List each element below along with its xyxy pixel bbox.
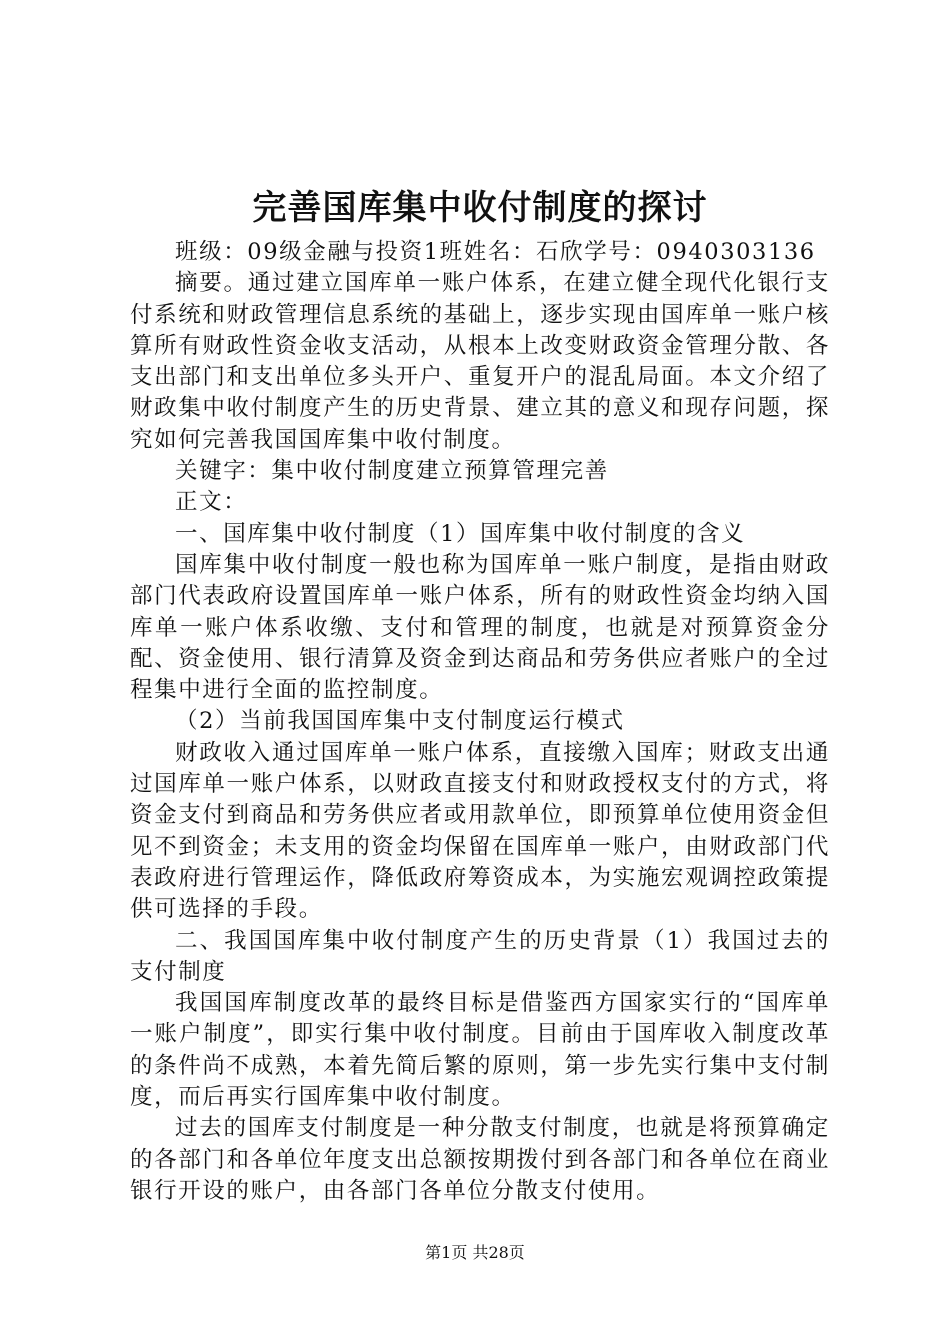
author-line: 班级：09级金融与投资1班姓名：石欣学号：0940303136 [175,239,816,265]
section-heading-1: 一、国库集中收付制度（1）国库集中收付制度的含义 [175,520,746,547]
body-paragraph: 我国国库制度改革的最终目标是借鉴西方国家实行的“国库单一账户制度”，即实行集中收付制度。目前由于国库收入制度改革的条件尚不成熟，本着先简后繁的原则，第一步先实行集中支付制度，而后再实行国库集中收付制度。 [130,990,830,1111]
keywords-line: 关键字：集中收付制度建立预算管理完善 [175,458,609,485]
abstract-paragraph: 摘要。通过建立国库单一账户体系，在建立健全现代化银行支付系统和财政管理信息系统的基础上，逐步实现由国库单一账户核算所有财政性资金收支活动，从根本上改变财政资金管理分散、各支出部门和支出单位多头开户、重复开户的混乱局面。本文介绍了财政集中收付制度产生的历史背景、建立其的意义和现存问题，探究如何完善我国国库集中收付制度。 [130,270,830,453]
body-heading: 正文： [175,489,248,516]
subsection-heading-2: （2）当前我国国库集中支付制度运行模式 [175,708,625,735]
body-paragraph: 国库集中收付制度一般也称为国库单一账户制度，是指由财政部门代表政府设置国库单一账户体系，所有的财政性资金均纳入国库单一账户体系收缴、支付和管理的制度，也就是对预算资金分配、资金使用、银行清算及资金到达商品和劳务供应者账户的全过程集中进行全面的监控制度。 [130,551,830,704]
document-body [130,237,830,1207]
body-paragraph: 财政收入通过国库单一账户体系，直接缴入国库；财政支出通过国库单一账户体系，以财政直接支付和财政授权支付的方式，将资金支付到商品和劳务供应者或用款单位，即预算单位使用资金但见不到资金；未支用的资金均保留在国库单一账户，由财政部门代表政府进行管理运作，降低政府筹资成本，为实施宏观调控政策提供可选择的手段。 [130,739,830,923]
page-footer: 第1页 共28页 [425,1243,525,1262]
body-paragraph: 过去的国库支付制度是一种分散支付制度，也就是将预算确定的各部门和各单位年度支出总额按期拨付到各部门和各单位在商业银行开设的账户，由各部门各单位分散支付使用。 [130,1115,830,1204]
document-title: 完善国库集中收付制度的探讨 [252,188,708,228]
section-heading-2: 二、我国国库集中收付制度产生的历史背景（1）我国过去的支付制度 [130,927,830,985]
